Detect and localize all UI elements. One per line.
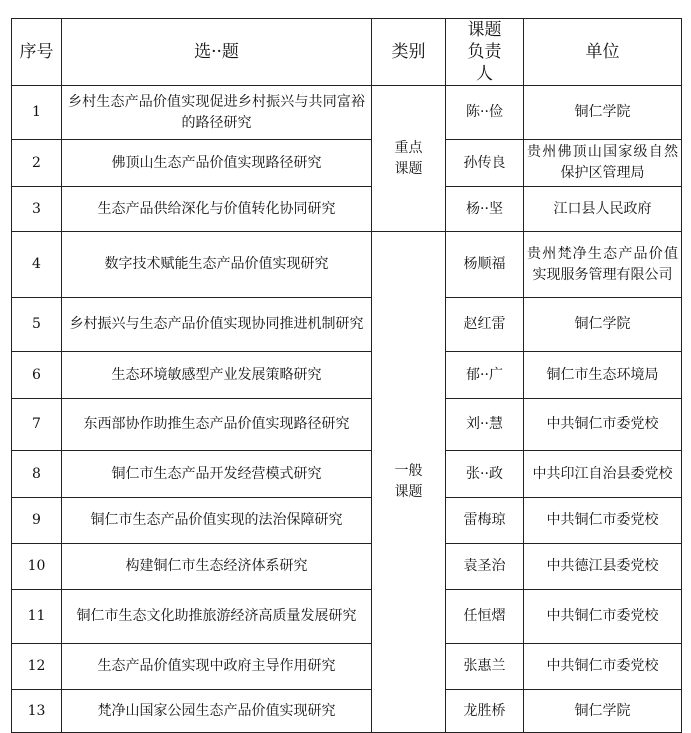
row-topic: 铜仁市生态文化助推旅游经济高质量发展研究 (62, 590, 372, 644)
row-no: 10 (12, 544, 62, 590)
header-unit: 单位 (524, 19, 682, 86)
row-topic: 梵净山国家公园生态产品价值实现研究 (62, 690, 372, 733)
row-unit: 中共铜仁市委党校 (524, 644, 682, 690)
row-topic: 东西部协作助推生态产品价值实现路径研究 (62, 399, 372, 451)
row-unit: 中共德江县委党校 (524, 544, 682, 590)
row-lead: 陈··俭 (446, 86, 524, 140)
row-topic: 乡村振兴与生态产品价值实现协同推进机制研究 (62, 298, 372, 352)
row-unit: 铜仁学院 (524, 690, 682, 733)
type-key: 重点课题 (372, 86, 446, 232)
row-unit: 中共铜仁市委党校 (524, 498, 682, 544)
row-topic: 生态环境敏感型产业发展策略研究 (62, 352, 372, 399)
row-unit: 贵州佛顶山国家级自然保护区管理局 (524, 140, 682, 187)
type-general: 一般课题 (372, 232, 446, 733)
row-no: 5 (12, 298, 62, 352)
table-row (12, 86, 682, 140)
header-row (12, 19, 682, 86)
row-lead: 杨顺福 (446, 232, 524, 298)
row-no: 9 (12, 498, 62, 544)
row-no: 8 (12, 451, 62, 498)
row-lead: 雷梅琼 (446, 498, 524, 544)
row-lead: 杨··坚 (446, 187, 524, 232)
header-no: 序号 (12, 19, 62, 86)
row-unit: 铜仁市生态环境局 (524, 352, 682, 399)
row-no: 3 (12, 187, 62, 232)
row-topic: 生态产品供给深化与价值转化协同研究 (62, 187, 372, 232)
row-topic: 乡村生态产品价值实现促进乡村振兴与共同富裕的路径研究 (62, 86, 372, 140)
row-unit: 中共印江自治县委党校 (524, 451, 682, 498)
row-no: 7 (12, 399, 62, 451)
header-lead: 课题负责人 (446, 19, 524, 86)
table-row (12, 690, 682, 733)
table-row (12, 187, 682, 232)
row-lead: 刘··慧 (446, 399, 524, 451)
row-lead: 郁··广 (446, 352, 524, 399)
row-no: 1 (12, 86, 62, 140)
table-row (12, 544, 682, 590)
table-row (12, 232, 682, 298)
row-topic: 铜仁市生态产品价值实现的法治保障研究 (62, 498, 372, 544)
row-unit: 铜仁学院 (524, 86, 682, 140)
header-type: 类别 (372, 19, 446, 86)
row-lead: 张惠兰 (446, 644, 524, 690)
row-no: 13 (12, 690, 62, 733)
row-lead: 赵红雷 (446, 298, 524, 352)
row-topic: 铜仁市生态产品开发经营模式研究 (62, 451, 372, 498)
row-no: 12 (12, 644, 62, 690)
row-no: 4 (12, 232, 62, 298)
table-row (12, 644, 682, 690)
row-unit: 贵州梵净生态产品价值实现服务管理有限公司 (524, 232, 682, 298)
row-lead: 张··政 (446, 451, 524, 498)
row-lead: 孙传良 (446, 140, 524, 187)
row-lead: 龙胜桥 (446, 690, 524, 733)
table-row (12, 451, 682, 498)
table-row (12, 399, 682, 451)
row-lead: 任恒熠 (446, 590, 524, 644)
row-no: 6 (12, 352, 62, 399)
table-row (12, 140, 682, 187)
row-unit: 中共铜仁市委党校 (524, 590, 682, 644)
row-no: 11 (12, 590, 62, 644)
row-topic: 佛顶山生态产品价值实现路径研究 (62, 140, 372, 187)
row-unit: 江口县人民政府 (524, 187, 682, 232)
row-no: 2 (12, 140, 62, 187)
row-unit: 铜仁学院 (524, 298, 682, 352)
row-topic: 生态产品价值实现中政府主导作用研究 (62, 644, 372, 690)
row-topic: 数字技术赋能生态产品价值实现研究 (62, 232, 372, 298)
table-row (12, 498, 682, 544)
row-topic: 构建铜仁市生态经济体系研究 (62, 544, 372, 590)
row-lead: 袁圣治 (446, 544, 524, 590)
topics-table (11, 18, 682, 733)
table-row (12, 298, 682, 352)
table-row (12, 590, 682, 644)
table-row (12, 352, 682, 399)
row-unit: 中共铜仁市委党校 (524, 399, 682, 451)
header-topic: 选··题 (62, 19, 372, 86)
